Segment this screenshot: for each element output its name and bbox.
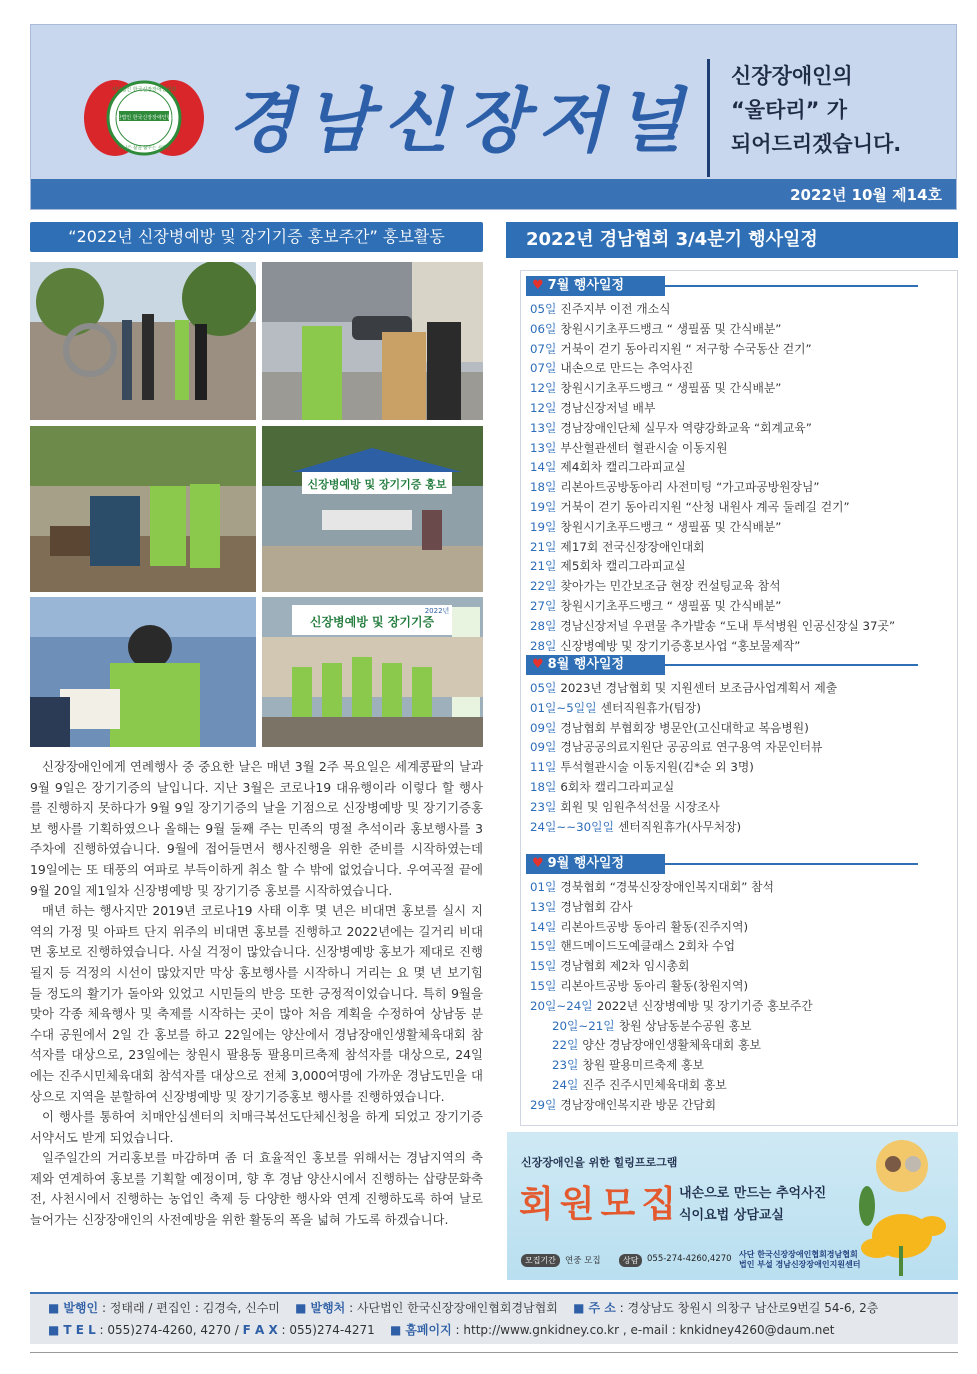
schedule-item [530,379,895,399]
issue-number: 2022년 10월 제14호 [790,186,942,204]
newsletter-title: 경남신장저널 [227,79,693,162]
slogan [731,59,901,161]
schedule-title: 2022년 경남협회 3/4분기 행사일정 [506,222,958,258]
schedule-item [530,778,837,798]
schedule-event: 투석혈관시술 이동지원(김*순 외 3명) [560,760,754,775]
contact-phone: 055-274-4260,4270 [647,1254,732,1264]
schedule-event: 경남협회 제2차 임시총회 [560,959,690,974]
schedule-event: 거북이 걷기 동아리지원 “ 저구항 수국동산 걷기” [560,341,812,356]
schedule-event: 경남공공의료지원단 공공의료 연구용역 자문인터뷰 [560,740,823,755]
logo-text-middle: 사단법인 한국신장장애인협회 [111,115,177,121]
banner-headline: 회원모집 [519,1183,683,1225]
slogan-line-3: 되어드리겠습니다. [731,132,902,156]
schedule-event: 창원시기초푸드뱅크 “ 생필품 및 간식배분” [560,381,782,396]
schedule-event: 2023년 경남협회 및 지원센터 보조금사업계획서 제출 [560,681,838,695]
schedule-date: 18일 [530,480,557,495]
schedule-date: 13일 [530,899,557,914]
recruit-period-label: 모집기간 [521,1254,560,1267]
photo-group-banner [262,597,483,747]
schedule-date: 22일 [552,1038,579,1053]
schedule-date: 13일 [530,420,557,435]
schedule-event: 제4회차 캘리그라피교실 [560,460,686,475]
schedule-event: 경남장애인단체 실무자 역량강화교육 “회계교육” [560,420,812,435]
section-rule [665,863,918,865]
schedule-date: 13일 [530,440,557,455]
schedule-date: 05일 [530,681,557,695]
schedule-event: 핸드메이드도예클래스 2회차 수업 [560,939,735,954]
schedule-date: 06일 [530,321,557,336]
schedule-date: 23일 [552,1058,579,1073]
footer-line-1: ■ 발행인 : 정태래 / 편집인 : 김경숙, 신수미 ■ 발행처 : 사단법인 한국신장장애인협회경남협회 ■ 주 소 : 경상남도 창원시 의창구 남산로9번길 54-6, 2층 [48,1301,879,1315]
article-title: “2022년 신장병예방 및 장기기증 홍보주간” 홍보활동 [30,222,483,252]
schedule-event: 창원시기초푸드뱅크 “ 생필품 및 간식배분” [560,598,782,613]
schedule-item [530,878,813,898]
publisher-footer [30,1292,958,1344]
section-rule [665,664,918,666]
schedule-item [530,300,895,320]
schedule-item [530,699,837,719]
schedule-item [530,1017,813,1037]
schedule-date: 18일 [530,779,557,794]
heart-icon: ♥ [532,856,544,871]
schedule-item [530,679,837,699]
bullet-square-icon: ■ [573,1301,585,1315]
schedule-item [530,498,895,518]
logo-text-bottom: 더 나은 삶을 꿈꾸는 사람들 [117,146,171,151]
schedule-item [530,637,895,657]
section-heading-august: ♥ 8월 행사일정 [526,655,665,675]
schedule-item [530,1096,813,1116]
banner-organization: 사단 한국신장장애인협회경남협회 법인 부설 경남신장장애인지원센터 [739,1250,861,1269]
schedule-item [530,478,895,498]
heart-icon: ♥ [532,657,544,672]
schedule-event: 센터직원휴가(팀장) [600,700,701,715]
schedule-item [530,798,837,818]
schedule-item [530,617,895,637]
heart-icon: ♥ [532,278,544,293]
schedule-event: 제5회차 캘리그라피교실 [560,559,686,574]
schedule-item [530,977,813,997]
schedule-event: 창원시기초푸드뱅크 “ 생필품 및 간식배분” [560,519,782,534]
bullet-square-icon: ■ [390,1323,402,1337]
schedule-item [530,597,895,617]
schedule-item [530,419,895,439]
standing-banner-year: 2022년 [424,607,450,615]
schedule-event: 경남협회 감사 [560,899,633,914]
schedule-event: 경남장애인복지관 방문 간담회 [560,1097,717,1112]
schedule-event: 창원시기초푸드뱅크 “ 생필품 및 간식배분” [560,321,782,336]
photo-plaza-sculpture [30,262,256,420]
schedule-date: 12일 [530,400,557,415]
schedule-item [530,997,813,1017]
schedule-event: 창원 상남동분수공원 홍보 [618,1018,752,1033]
slogan-line-2: “울타리” 가 [731,98,848,122]
member-recruit-banner [507,1132,958,1280]
schedule-event: 경남신장저널 우편물 추가발송 “도내 투석병원 인공신장실 37곳” [560,618,896,633]
schedule-date: 19일 [530,499,557,514]
schedule-date: 01일 [530,880,557,894]
schedule-item [530,577,895,597]
schedule-date: 28일 [530,618,557,633]
schedule-item [530,937,813,957]
bullet-square-icon: ■ [295,1301,307,1315]
issue-bar [31,179,956,209]
schedule-event: 경남신장저널 배부 [560,400,656,415]
banner-program-1: 내손으로 만드는 추억사진 [679,1186,827,1201]
schedule-date: 14일 [530,460,557,475]
schedule-item [530,458,895,478]
schedule-date: 19일 [530,519,557,534]
flower-illustration [847,1136,957,1276]
schedule-event: 제17회 전국신장장애인대회 [560,539,705,554]
schedule-event: 부산혈관센터 혈관시술 이동지원 [560,440,728,455]
section-rule [665,285,918,287]
schedule-item [530,898,813,918]
header-divider [707,59,710,177]
schedule-date: 27일 [530,598,557,613]
schedule-item [530,918,813,938]
schedule-event: 진주 진주시민체육대회 홍보 [582,1077,727,1092]
schedule-item [530,719,837,739]
schedule-item [530,518,895,538]
schedule-event: 진주지부 이전 개소식 [560,302,671,316]
schedule-date: 22일 [530,579,557,594]
banner-program-label: 신장장애인을 위한 힐링프로그램 [521,1156,678,1169]
photo-reading-brochure [30,597,256,747]
standing-banner-text: 신장병예방 및 장기기증 [309,615,435,629]
photo-promotion-tent [262,426,483,592]
schedule-item [530,1076,813,1096]
schedule-date: 01일~5일일 [530,700,597,715]
recruit-period-value: 연중 모집 [565,1256,601,1266]
schedule-date: 07일 [530,341,557,356]
schedule-item [530,818,837,838]
schedule-item [530,538,895,558]
schedule-date: 15일 [530,978,557,993]
schedule-date: 14일 [530,919,557,934]
schedule-event: 리본아트공방 동아리 활동(창원지역) [560,978,749,993]
schedule-date: 09일 [530,740,557,755]
schedule-item [530,1056,813,1076]
schedule-item [530,1036,813,1056]
footer-line-2: ■ T E L : 055)274-4260, 4270 / F A X : 055)274-4271 ■ 홈페이지 : http://www.gnkidney.co.kr , e-mail : knkidney4260@daum.net [48,1323,835,1337]
schedule-date: 20일~21일 [552,1018,615,1033]
schedule-date: 21일 [530,539,557,554]
article-body [30,757,483,1231]
schedule-date: 15일 [530,959,557,974]
section-heading-september: ♥ 9월 행사일정 [526,854,665,874]
schedule-item [530,439,895,459]
logo-text-top: 사단법인 한국신장장애인협회 [111,87,177,93]
schedule-event: 센터직원휴가(사무처장) [617,819,742,834]
section-heading-july: ♥ 7월 행사일정 [526,276,665,296]
schedule-event: 6회차 캘리그라피교실 [560,779,675,794]
schedule-event: 리본아트공방동아리 사전미팅 “가고파공방원장님” [560,480,820,495]
schedule-date: 21일 [530,559,557,574]
article-paragraph: 일주일간의 거리홍보를 마감하며 좀 더 효율적인 홍보를 위해서는 경남지역의 축제와 연계하여 홍보를 기획할 예정이며, 향 후 경남 양산시에서 진행하는 삽량문화축전, 사천시에서 진행하는 농업인 축제 등 다양한 행사와 연계 진행하도록 하여 날로 늘어가는 신장장애인의 사전예방을 위한 활동의 폭을 넓혀 가도록 하겠습니다. [30,1150,483,1228]
schedule-date: 12일 [530,381,557,396]
contact-label: 상담 [619,1254,642,1267]
slogan-line-1: 신장장애인의 [731,64,853,88]
schedule-event: 회원 및 임원추석선물 시장조사 [560,799,720,814]
schedule-item [530,320,895,340]
schedule-date: 24일 [552,1077,579,1092]
tent-banner-text: 신장병예방 및 장기기증 홍보 [307,478,447,491]
schedule-date: 29일 [530,1097,557,1112]
photo-seated-visitors [30,426,256,592]
schedule-list-july [530,300,895,656]
masthead-header [30,24,957,210]
schedule-event: 내손으로 만드는 추억사진 [560,361,694,376]
website-email[interactable]: : http://www.gnkidney.co.kr , e-mail : knkidney4260@daum.net [451,1323,835,1337]
schedule-item [530,557,895,577]
schedule-event: 양산 경남장애인생활체육대회 홍보 [582,1038,761,1053]
schedule-item [530,758,837,778]
schedule-date: 23일 [530,799,557,814]
schedule-list-august [530,679,837,837]
schedule-item [530,399,895,419]
schedule-list-september [530,878,813,1116]
schedule-date: 28일 [530,638,557,653]
schedule-event: 리본아트공방 동아리 활동(진주지역) [560,919,749,934]
schedule-item [530,359,895,379]
schedule-item [530,340,895,360]
schedule-event: 경북협회 “경북신장장애인복지대회” 참석 [560,880,774,894]
schedule-event: 창원 팔용미르축제 홍보 [582,1058,704,1073]
kidney-logo [83,67,205,169]
article-paragraph: 매년 하는 행사지만 2019년 코로나19 사태 이후 몇 년은 비대면 홍보를 실시 지역의 가정 및 아파트 단지 위주의 비대면 홍보를 진행하고 2022년에는 길거리 비대면 홍보로 진행하였습니다. 사실 걱정이 많았습니다. 신장병예방 홍보가 제대로 진행될지 등 걱정의 시선이 많았지만 막상 홍보행사를 시작하니 거리는 요 몇 년 보기힘들 정도의 활기가 돌아와 있었고 시민들의 반응 또한 긍정적이었습니다. 특히 9월을 맞아 각종 체육행사 및 축제를 시작하는 곳이 많아 처음 계획을 수정하여 상남동 분수대 공원에서 2일 간 홍보를 하고 22일에는 양산에서 경남장애인생활체육대회 참석자를 대상으로, 23일에는 창원시 팔용동 팔용미르축제 참석자를 대상으로, 24일에는 진주시민체육대회 참석자를 대상으로 전체 3,000여명에 가까운 경남도민을 대상으로 지역을 분할하여 신장병예방 및 장기기증홍보 행사를 진행하였습니다. [30,903,483,1104]
schedule-event: 경남협회 부협회장 병문안(고신대학교 복음병원) [560,720,809,735]
schedule-event: 찾아가는 민간보조금 현장 컨설팅교육 참석 [560,579,781,594]
article-paragraph: 이 행사를 통하여 치매안심센터의 치매극복선도단체신청을 하게 되었고 장기기증 서약서도 받게 되었습니다. [30,1109,483,1145]
bullet-square-icon: ■ [48,1323,60,1337]
schedule-date: 09일 [530,720,557,735]
bottom-rule [30,1352,958,1353]
schedule-event: 2022년 신장병예방 및 장기기증 홍보주간 [596,998,813,1013]
schedule-date: 15일 [530,939,557,954]
schedule-date: 24일~~30일일 [530,819,614,834]
schedule-date: 20일~24일 [530,998,593,1013]
schedule-item [530,957,813,977]
schedule-event: 거북이 걷기 동아리지원 “산청 내원사 계곡 둘레길 걷기” [560,499,850,514]
schedule-date: 07일 [530,361,557,376]
banner-program-2: 식이요법 상담교실 [679,1208,784,1223]
schedule-date: 05일 [530,302,557,316]
photo-street-flyers [262,262,483,420]
schedule-item [530,738,837,758]
article-paragraph: 신장장애인에게 연례행사 중 중요한 날은 매년 3월 2주 목요일은 세계콩팥의 날과 9월 9일은 장기기증의 날입니다. 지난 3월은 코로나19 대유행이라 이렇다 할 행사를 진행하지 못하다가 9월 9일 장기기증의 날을 기점으로 신장병예방 및 장기기증홍보 행사를 기획하였으나 올해는 9월 둘째 주는 민족의 명절 추석이라 홍보행사를 3주차에 진행하였습니다. 9월에 접어들면서 행사진행을 위한 준비를 시작하였는데 19일에는 또 태풍의 여파로 부득이하게 취소 할 수 밖에 없었습니다. 우여곡절 끝에 9월 20일 제1일차 신장병예방 및 장기기증 홍보를 시작하였습니다. [30,759,483,898]
schedule-event: 신장병예방 및 장기기증홍보사업 “홍보물제작” [560,638,801,653]
schedule-date: 11일 [530,760,557,775]
bullet-square-icon: ■ [48,1301,60,1315]
